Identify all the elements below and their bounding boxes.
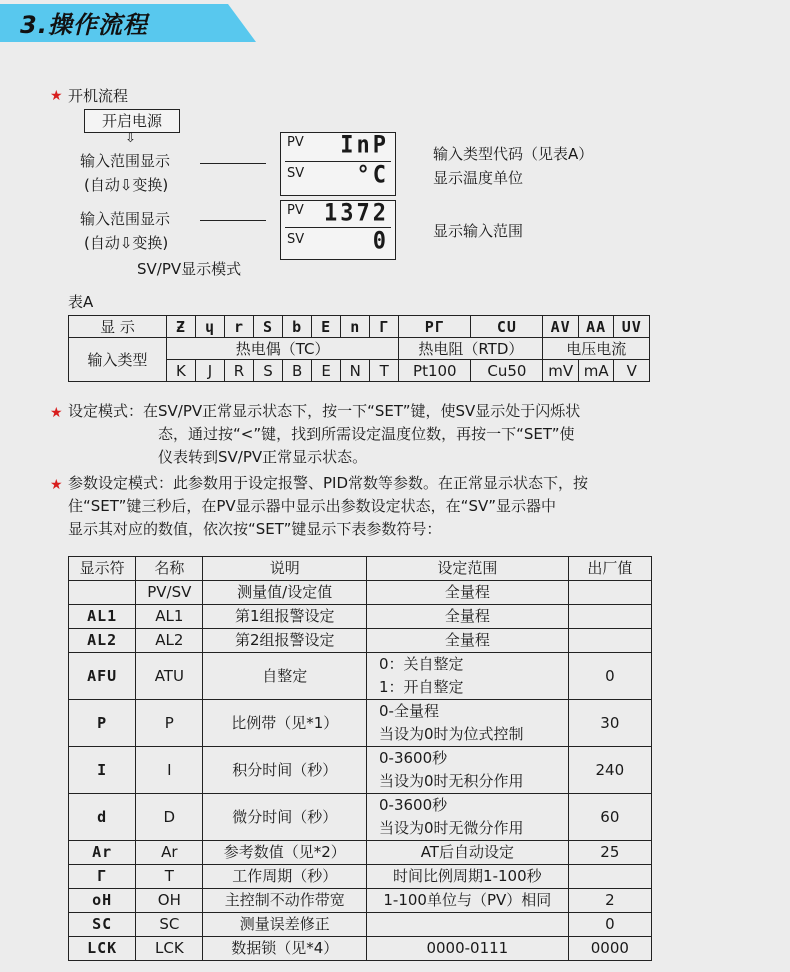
table-row <box>69 338 650 360</box>
range-line: 1-100单位与（PV）相同 <box>383 891 552 909</box>
default-cell <box>568 581 651 605</box>
row1-label1: 输入范围显示 <box>80 152 171 170</box>
symbol-cell: E <box>312 316 341 338</box>
desc-cell: 积分时间（秒） <box>203 747 367 794</box>
symbol-cell: AL2 <box>69 629 136 653</box>
table-row <box>69 794 652 841</box>
range-cell <box>366 605 568 629</box>
sv-value: °C <box>356 161 389 190</box>
table-header-row <box>69 557 652 581</box>
table-row <box>69 913 652 937</box>
param-line-3: 显示其对应的数值，依次按“SET”键显示下表参数符号： <box>68 520 442 538</box>
name-cell: Ar <box>136 841 203 865</box>
symbol-cell: P <box>69 700 136 747</box>
default-cell: 60 <box>568 794 651 841</box>
range-line: 时间比例周期1-100秒 <box>393 867 542 885</box>
sv-label: SV <box>287 232 305 247</box>
range-line: 当设为0时无积分作用 <box>378 772 524 790</box>
range-line: 1：开自整定 <box>378 678 464 696</box>
name-cell: PV/SV <box>136 581 203 605</box>
range-cell <box>366 794 568 841</box>
range-line: 全量程 <box>444 583 490 601</box>
type-cell: R <box>225 360 254 382</box>
table-row <box>69 581 652 605</box>
param-line-1: 参数设定模式：此参数用于设定报警、PID常数等参数。在正常显示状态下，按 <box>68 474 589 492</box>
range-line: 0-全量程 <box>378 702 439 720</box>
lcd-display-1 <box>280 132 396 196</box>
symbol-cell: UV <box>614 316 650 338</box>
symbol-cell: r <box>225 316 254 338</box>
range-cell <box>366 700 568 747</box>
range-cell <box>366 653 568 700</box>
star-icon: ★ <box>50 88 63 104</box>
row2-desc1: 显示输入范围 <box>433 222 524 240</box>
header-name: 名称 <box>136 557 203 581</box>
pv-value: InP <box>340 131 389 160</box>
name-cell: T <box>136 865 203 889</box>
desc-cell: 微分时间（秒） <box>203 794 367 841</box>
type-cell: N <box>341 360 370 382</box>
range-cell <box>366 865 568 889</box>
range-cell <box>366 747 568 794</box>
symbol-cell: AL1 <box>69 605 136 629</box>
pv-label: PV <box>287 135 304 150</box>
param-line-2: 住“SET”键三秒后，在PV显示器中显示出参数设定状态，在“SV”显示器中 <box>68 497 557 515</box>
desc-cell: 自整定 <box>203 653 367 700</box>
default-cell <box>568 865 651 889</box>
row2-label2: (自动⇩变换) <box>84 234 169 252</box>
default-cell: 0 <box>568 913 651 937</box>
type-cell: V <box>614 360 650 382</box>
pv-value: 1372 <box>324 199 389 228</box>
type-cell: Pt100 <box>399 360 471 382</box>
symbol-cell: n <box>341 316 370 338</box>
type-cell: T <box>370 360 399 382</box>
symbol-cell: LCK <box>69 937 136 961</box>
lcd-display-2 <box>280 200 396 260</box>
symbol-cell: Γ <box>69 865 136 889</box>
setting-mode-text <box>68 400 678 469</box>
default-cell: 0 <box>568 653 651 700</box>
symbol-cell: I <box>69 747 136 794</box>
symbol-cell: SC <box>69 913 136 937</box>
row1-desc1: 输入类型代码（见表A） <box>433 145 594 163</box>
range-line: 0-3600秒 <box>378 749 448 767</box>
setting-line-1: 设定模式：在SV/PV正常显示状态下，按一下“SET”键，使SV显示处于闪烁状 <box>68 402 581 420</box>
desc-cell: 第2组报警设定 <box>203 629 367 653</box>
range-line: 0000-0111 <box>426 939 509 957</box>
range-line: 当设为0时为位式控制 <box>378 725 524 743</box>
row2-label1: 输入范围显示 <box>80 210 171 228</box>
table-row <box>69 605 652 629</box>
group-rtd: 热电阻（RTD） <box>399 338 543 360</box>
table-row <box>69 629 652 653</box>
symbol-cell: PΓ <box>399 316 471 338</box>
range-line: 0-3600秒 <box>378 796 448 814</box>
range-line: AT后自动设定 <box>420 843 514 861</box>
group-tc: 热电偶（TC） <box>166 338 398 360</box>
name-cell: LCK <box>136 937 203 961</box>
table-row <box>69 841 652 865</box>
type-cell: S <box>254 360 283 382</box>
desc-cell: 测量值/设定值 <box>203 581 367 605</box>
table-a-caption: 表A <box>68 293 94 311</box>
symbol-cell: Ar <box>69 841 136 865</box>
symbol-cell: CU <box>471 316 543 338</box>
range-cell <box>366 913 568 937</box>
desc-cell: 主控制不动作带宽 <box>203 889 367 913</box>
symbol-cell: d <box>69 794 136 841</box>
symbol-cell: b <box>283 316 312 338</box>
default-cell: 25 <box>568 841 651 865</box>
type-cell: B <box>283 360 312 382</box>
symbol-cell: Γ <box>370 316 399 338</box>
default-cell: 240 <box>568 747 651 794</box>
range-line: 0：关自整定 <box>378 655 464 673</box>
mode-label: SV/PV显示模式 <box>137 260 242 278</box>
row1-label2: (自动⇩变换) <box>84 176 169 194</box>
desc-cell: 参考数值（见*2） <box>203 841 367 865</box>
symbol-cell: AFU <box>69 653 136 700</box>
symbol-cell: oH <box>69 889 136 913</box>
table-row <box>69 700 652 747</box>
header-default: 出厂值 <box>568 557 651 581</box>
name-cell: P <box>136 700 203 747</box>
connector-line <box>200 220 266 221</box>
input-type-header: 输入类型 <box>69 338 167 382</box>
type-cell: mV <box>543 360 579 382</box>
type-cell: E <box>312 360 341 382</box>
display-header: 显 示 <box>69 316 167 338</box>
range-cell <box>366 937 568 961</box>
range-cell <box>366 841 568 865</box>
setting-line-2: 态，通过按“<”键，找到所需设定温度位数，再按一下“SET”使 <box>158 425 575 443</box>
default-cell: 30 <box>568 700 651 747</box>
name-cell: ATU <box>136 653 203 700</box>
type-cell: J <box>195 360 224 382</box>
default-cell <box>568 605 651 629</box>
header-range: 设定范围 <box>366 557 568 581</box>
default-cell <box>568 629 651 653</box>
table-a <box>68 315 650 382</box>
default-cell: 2 <box>568 889 651 913</box>
table-row <box>69 889 652 913</box>
name-cell: D <box>136 794 203 841</box>
range-line: 全量程 <box>444 607 490 625</box>
name-cell: AL2 <box>136 629 203 653</box>
star-icon: ★ <box>50 405 63 421</box>
range-cell <box>366 889 568 913</box>
range-cell <box>366 581 568 605</box>
setting-line-3: 仪表转到SV/PV正常显示状态。 <box>158 448 368 466</box>
table-row <box>69 316 650 338</box>
name-cell: SC <box>136 913 203 937</box>
sv-value: 0 <box>372 227 389 256</box>
symbol-cell: AA <box>578 316 614 338</box>
desc-cell: 比例带（见*1） <box>203 700 367 747</box>
star-icon: ★ <box>50 477 63 493</box>
header-symbol: 显示符 <box>69 557 136 581</box>
range-line: 当设为0时无微分作用 <box>378 819 524 837</box>
group-voltage-current: 电压电流 <box>543 338 650 360</box>
desc-cell: 测量误差修正 <box>203 913 367 937</box>
range-line: 全量程 <box>444 631 490 649</box>
startup-heading: 开机流程 <box>68 87 129 105</box>
row1-desc2: 显示温度单位 <box>433 169 524 187</box>
range-cell <box>366 629 568 653</box>
name-cell: OH <box>136 889 203 913</box>
type-cell: K <box>166 360 195 382</box>
table-row <box>69 653 652 700</box>
type-cell: mA <box>578 360 614 382</box>
type-cell: Cu50 <box>471 360 543 382</box>
desc-cell: 第1组报警设定 <box>203 605 367 629</box>
down-arrow-icon: ⇩ <box>125 131 136 146</box>
table-row <box>69 865 652 889</box>
symbol-cell: S <box>254 316 283 338</box>
name-cell: I <box>136 747 203 794</box>
power-on-box: 开启电源 <box>84 109 180 133</box>
connector-line <box>200 163 266 164</box>
symbol-cell: AV <box>543 316 579 338</box>
table-row <box>69 747 652 794</box>
desc-cell: 数据锁（见*4） <box>203 937 367 961</box>
table-row <box>69 937 652 961</box>
symbol-cell: Ƶ <box>166 316 195 338</box>
name-cell: AL1 <box>136 605 203 629</box>
sv-label: SV <box>287 166 305 181</box>
parameter-table <box>68 556 652 961</box>
symbol-cell: ɥ <box>195 316 224 338</box>
symbol-cell <box>69 581 136 605</box>
section-title: 3.操作流程 <box>20 11 148 39</box>
param-mode-text <box>68 472 678 541</box>
header-desc: 说明 <box>203 557 367 581</box>
desc-cell: 工作周期（秒） <box>203 865 367 889</box>
default-cell: 0000 <box>568 937 651 961</box>
pv-label: PV <box>287 203 304 218</box>
